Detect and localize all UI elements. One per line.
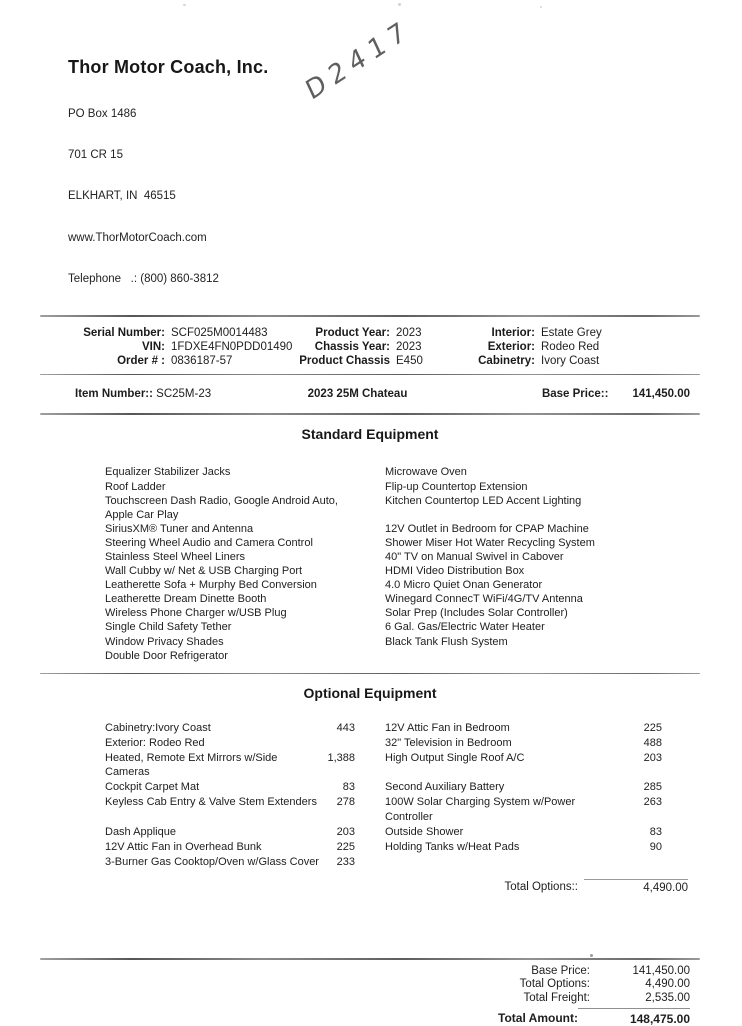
option-price: 83 [342, 781, 355, 794]
equipment-item-left: Equalizer Stabilizer Jacks [105, 466, 231, 479]
equipment-item-left: Stainless Steel Wheel Liners [105, 551, 246, 563]
equipment-row [40, 635, 700, 649]
option-row [40, 825, 700, 840]
option-price: 278 [336, 796, 355, 809]
summary-value: 2,535.00 [645, 992, 690, 1004]
option-name: Cabinetry:Ivory Coast [105, 721, 211, 734]
option-row [40, 840, 700, 855]
company-address [68, 80, 700, 315]
equipment-row [40, 606, 700, 620]
option-row [40, 721, 700, 736]
info-value: 1FDXE4FN0PDD01490 [171, 340, 293, 353]
total-amount-row [40, 1008, 700, 1026]
summary-row [40, 965, 690, 979]
option-name: 100W Solar Charging System w/Power Controller [385, 796, 576, 824]
equipment-item-left: Wireless Phone Charger w/USB Plug [105, 607, 287, 620]
company-name: Thor Motor Coach, Inc. [68, 57, 269, 77]
equipment-row [40, 649, 700, 663]
equipment-item-right: Kitchen Countertop LED Accent Lighting [385, 494, 582, 507]
info-label: Serial Number: [83, 326, 165, 339]
base-price-value: 141,450.00 [632, 388, 690, 401]
section-title-optional: Optional Equipment [303, 684, 437, 701]
option-name: 12V Attic Fan in Bedroom [385, 721, 510, 734]
option-price: 1,388 [327, 751, 355, 764]
info-label: Product Chassis [299, 355, 390, 368]
equipment-row [40, 536, 700, 550]
separator-rule [40, 374, 700, 375]
equipment-row [40, 620, 700, 634]
equipment-row [40, 564, 700, 578]
option-name: 32" Television in Bedroom [385, 736, 512, 749]
option-price: 225 [643, 721, 662, 734]
info-label: Order # : [117, 355, 165, 368]
option-name: Exterior: Rodeo Red [105, 736, 205, 749]
equipment-item-left: Wall Cubby w/ Net & USB Charging Port [105, 565, 303, 578]
equipment-item-right: Flip-up Countertop Extension [385, 480, 528, 493]
option-name: Second Auxiliary Battery [385, 781, 505, 794]
equipment-row [40, 465, 700, 479]
address-line: Telephone .: (800) 860-3812 [68, 273, 219, 286]
info-label: Chassis Year: [314, 340, 390, 353]
base-price-row [450, 388, 700, 400]
info-value: 0836187-57 [171, 355, 233, 368]
summary-row [40, 978, 690, 992]
info-value: E450 [396, 355, 423, 368]
equipment-item-left: Touchscreen Dash Radio, Google Android Auto, Apple Car Play [105, 494, 338, 521]
option-price: 263 [643, 796, 662, 809]
option-price: 83 [649, 826, 662, 839]
option-name: Holding Tanks w/Heat Pads [385, 841, 520, 853]
equipment-item-right: 12V Outlet in Bedroom for CPAP Machine [385, 522, 589, 535]
vehicle-info-block [40, 326, 700, 369]
equipment-row [40, 522, 700, 536]
option-price: 285 [643, 781, 662, 794]
info-label: Exterior: [487, 340, 535, 353]
equipment-row [40, 550, 700, 564]
address-line: PO Box 1486 [68, 107, 137, 120]
equipment-item-right: Winegard ConnecT WiFi/4G/TV Antenna [385, 593, 583, 606]
summary-value: 4,490.00 [645, 978, 690, 991]
equipment-row [40, 592, 700, 606]
option-row [40, 855, 700, 870]
option-row [40, 736, 700, 751]
equipment-item-right: HDMI Video Distribution Box [385, 565, 525, 578]
summary-label: Base Price: [531, 964, 590, 977]
summary-label: Total Freight: [523, 992, 590, 1004]
total-amount-label: Total Amount: [498, 1010, 578, 1025]
option-price: 203 [643, 751, 662, 764]
equipment-row [40, 494, 700, 522]
equipment-item-left: Leatherette Dream Dinette Booth [105, 593, 267, 606]
option-price: 225 [336, 841, 355, 853]
option-name: Heated, Remote Ext Mirrors w/Side Cameras [105, 751, 278, 779]
equipment-item-right: Black Tank Flush System [385, 635, 508, 648]
equipment-item-left: Leatherette Sofa + Murphy Bed Conversion [105, 579, 317, 592]
vehicle-product-group [280, 326, 450, 369]
address-line: ELKHART, IN 46515 [68, 190, 176, 203]
option-price: 203 [336, 826, 355, 839]
info-value: SCF025M0014483 [171, 326, 268, 339]
info-value: Rodeo Red [541, 340, 600, 353]
total-options-row [40, 879, 700, 894]
option-price: 233 [336, 855, 355, 868]
info-value: Ivory Coast [541, 355, 600, 368]
equipment-item-right: 40" TV on Manual Swivel in Cabover [385, 551, 564, 563]
equipment-item-right: 6 Gal. Gas/Electric Water Heater [385, 621, 545, 634]
option-name: Cockpit Carpet Mat [105, 781, 200, 794]
option-name: High Output Single Roof A/C [385, 751, 525, 764]
info-label: Cabinetry: [478, 355, 535, 368]
vehicle-finishes-group [450, 326, 700, 369]
equipment-item-right: Microwave Oven [385, 466, 467, 479]
option-price: 443 [336, 721, 355, 734]
equipment-item-left: SiriusXM® Tuner and Antenna [105, 522, 254, 535]
option-price: 90 [649, 841, 662, 853]
optional-equipment-list [40, 721, 700, 870]
option-row [40, 780, 700, 795]
vehicle-identity-group [45, 326, 293, 369]
equipment-row [40, 578, 700, 592]
option-name: 3-Burner Gas Cooktop/Oven w/Glass Cover [105, 855, 319, 868]
option-name: Outside Shower [385, 826, 464, 839]
equipment-item-left: Steering Wheel Audio and Camera Control [105, 536, 313, 549]
equipment-item-left: Window Privacy Shades [105, 635, 224, 648]
section-title-standard: Standard Equipment [301, 426, 439, 443]
info-value: 2023 [396, 326, 422, 339]
handwritten-note: D2417 [301, 13, 417, 107]
item-summary-row [40, 388, 700, 400]
separator-rule [40, 413, 700, 415]
equipment-item-right: Solar Prep (Includes Solar Controller) [385, 607, 568, 620]
equipment-item-left: Roof Ladder [105, 480, 166, 493]
summary-value: 141,450.00 [632, 964, 690, 977]
total-amount-value: 148,475.00 [578, 1008, 690, 1026]
equipment-item-left: Double Door Refrigerator [105, 649, 228, 662]
document-page [40, 0, 700, 1026]
letterhead [68, 57, 700, 315]
option-row [40, 751, 700, 781]
option-price: 488 [643, 736, 662, 749]
info-label: Product Year: [315, 326, 390, 339]
summary-label: Total Options: [519, 978, 590, 991]
separator-rule [40, 315, 700, 317]
option-name: Dash Applique [105, 826, 176, 839]
base-price-label: Base Price:: [541, 388, 609, 401]
address-line: www.ThorMotorCoach.com [68, 231, 207, 244]
standard-equipment-list [40, 465, 700, 662]
option-row [40, 795, 700, 825]
total-options-value: 4,490.00 [584, 879, 688, 894]
info-label: VIN: [142, 340, 165, 353]
address-line: 701 CR 15 [68, 148, 123, 161]
equipment-item-right: Shower Miser Hot Water Recycling System [385, 536, 595, 549]
item-number-value: SC25M-23 [156, 388, 212, 401]
equipment-item-left: Single Child Safety Tether [105, 621, 232, 634]
option-name: 12V Attic Fan in Overhead Bunk [105, 841, 262, 853]
separator-rule [40, 673, 700, 674]
info-value: 2023 [396, 340, 422, 353]
info-value: Estate Grey [541, 326, 602, 339]
item-number-label: Item Number:: [75, 388, 153, 401]
summary-row [40, 992, 690, 1006]
total-options-label: Total Options:: [504, 880, 578, 893]
info-label: Interior: [491, 326, 535, 339]
option-name: Keyless Cab Entry & Valve Stem Extenders [105, 796, 317, 809]
model-name: 2023 25M Chateau [307, 388, 408, 401]
equipment-row [40, 480, 700, 494]
equipment-item-right: 4.0 Micro Quiet Onan Generator [385, 579, 543, 592]
price-summary [40, 965, 700, 1006]
